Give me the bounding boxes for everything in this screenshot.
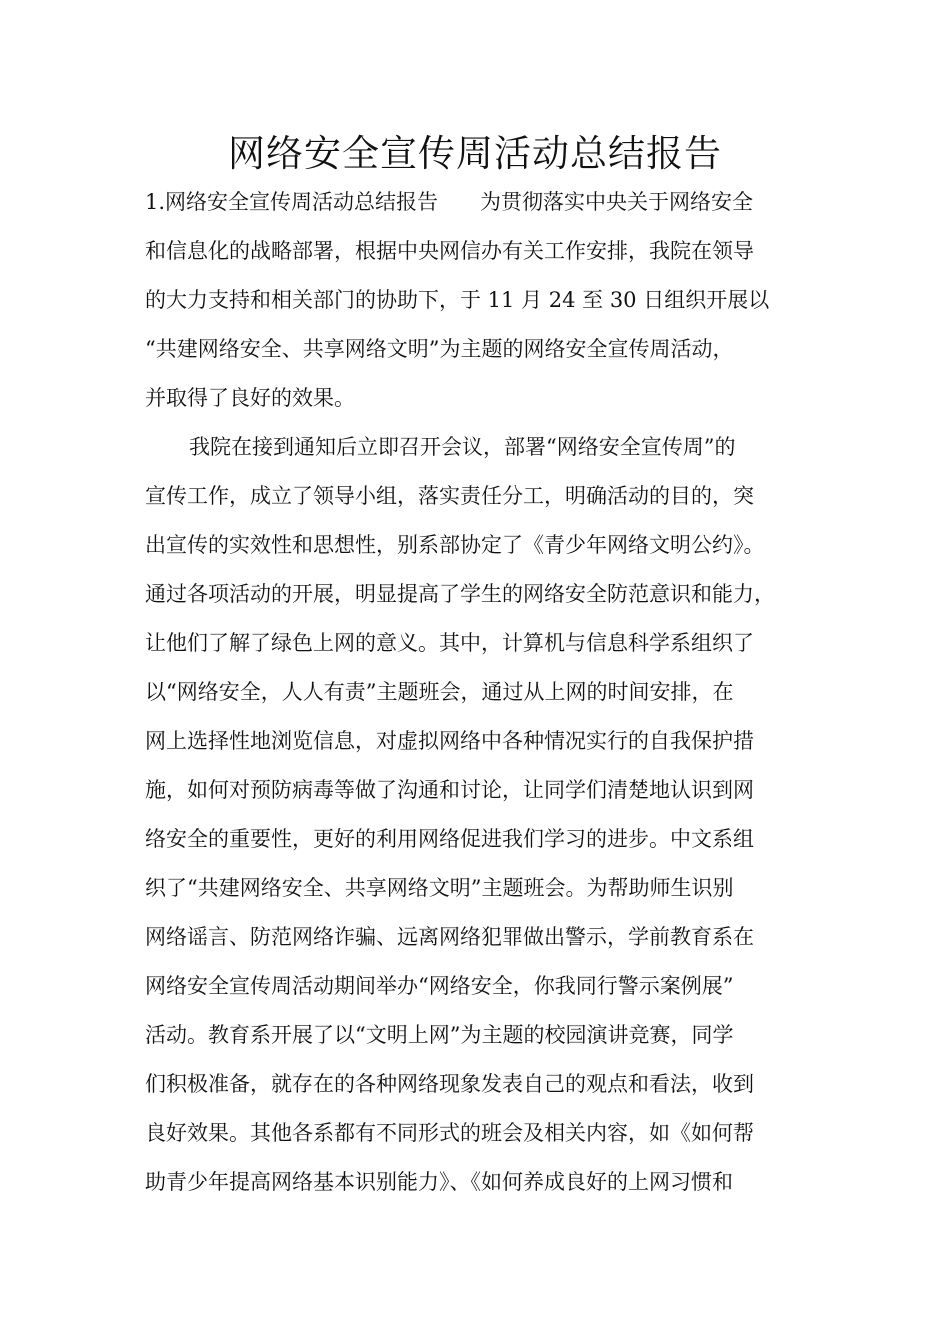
paragraph-line: 通过各项活动的开展，明显提高了学生的网络安全防范意识和能力， (145, 582, 775, 606)
paragraph-line: 络安全的重要性，更好的利用网络促进我们学习的进步。中文系组 (145, 827, 754, 851)
paragraph-line: 我院在接到通知后立即召开会议，部署“网络安全宣传周”的 (189, 435, 736, 459)
document-body (145, 178, 845, 1207)
document-title: 网络安全宣传周活动总结报告 (228, 132, 722, 175)
paragraph-line: 良好效果。其他各系都有不同形式的班会及相关内容，如《如何帮 (145, 1121, 754, 1145)
paragraph-line: 网上选择性地浏览信息，对虚拟网络中各种情况实行的自我保护措 (145, 729, 754, 753)
paragraph-line: 1.网络安全宣传周活动总结报告 为贯彻落实中央关于网络安全 (145, 190, 754, 214)
paragraph-line: 活动。教育系开展了以“文明上网”为主题的校园演讲竞赛，同学 (145, 1023, 734, 1047)
paragraph-line: 以“网络安全，人人有责”主题班会，通过从上网的时间安排，在 (145, 680, 734, 704)
paragraph-line: 网络安全宣传周活动期间举办“网络安全，你我同行警示案例展” (145, 974, 734, 998)
paragraph-line: “共建网络安全、共享网络文明”为主题的网络安全宣传周活动， (145, 337, 734, 361)
paragraph-line: 宣传工作，成立了领导小组，落实责任分工，明确活动的目的，突 (145, 484, 754, 508)
paragraph-line: 让他们了解了绿色上网的意义。其中，计算机与信息科学系组织了 (145, 631, 754, 655)
paragraph-line: 网络谣言、防范网络诈骗、远离网络犯罪做出警示，学前教育系在 (145, 925, 754, 949)
paragraph-line: 织了“共建网络安全、共享网络文明”主题班会。为帮助师生识别 (145, 876, 734, 900)
paragraph-line: 和信息化的战略部署，根据中央网信办有关工作安排，我院在领导 (145, 239, 754, 263)
paragraph-line: 并取得了良好的效果。 (145, 386, 355, 410)
paragraph-line: 施，如何对预防病毒等做了沟通和讨论，让同学们清楚地认识到网 (145, 778, 754, 802)
paragraph-line: 们积极准备，就存在的各种网络现象发表自己的观点和看法，收到 (145, 1072, 754, 1096)
paragraph-line: 助青少年提高网络基本识别能力》、《如何养成良好的上网习惯和 (145, 1170, 733, 1194)
paragraph-line: 出宣传的实效性和思想性，别系部协定了《青少年网络文明公约》。 (145, 533, 765, 557)
paragraph-line: 的大力支持和相关部门的协助下，于 11 月 24 至 30 日组织开展以 (145, 288, 770, 312)
